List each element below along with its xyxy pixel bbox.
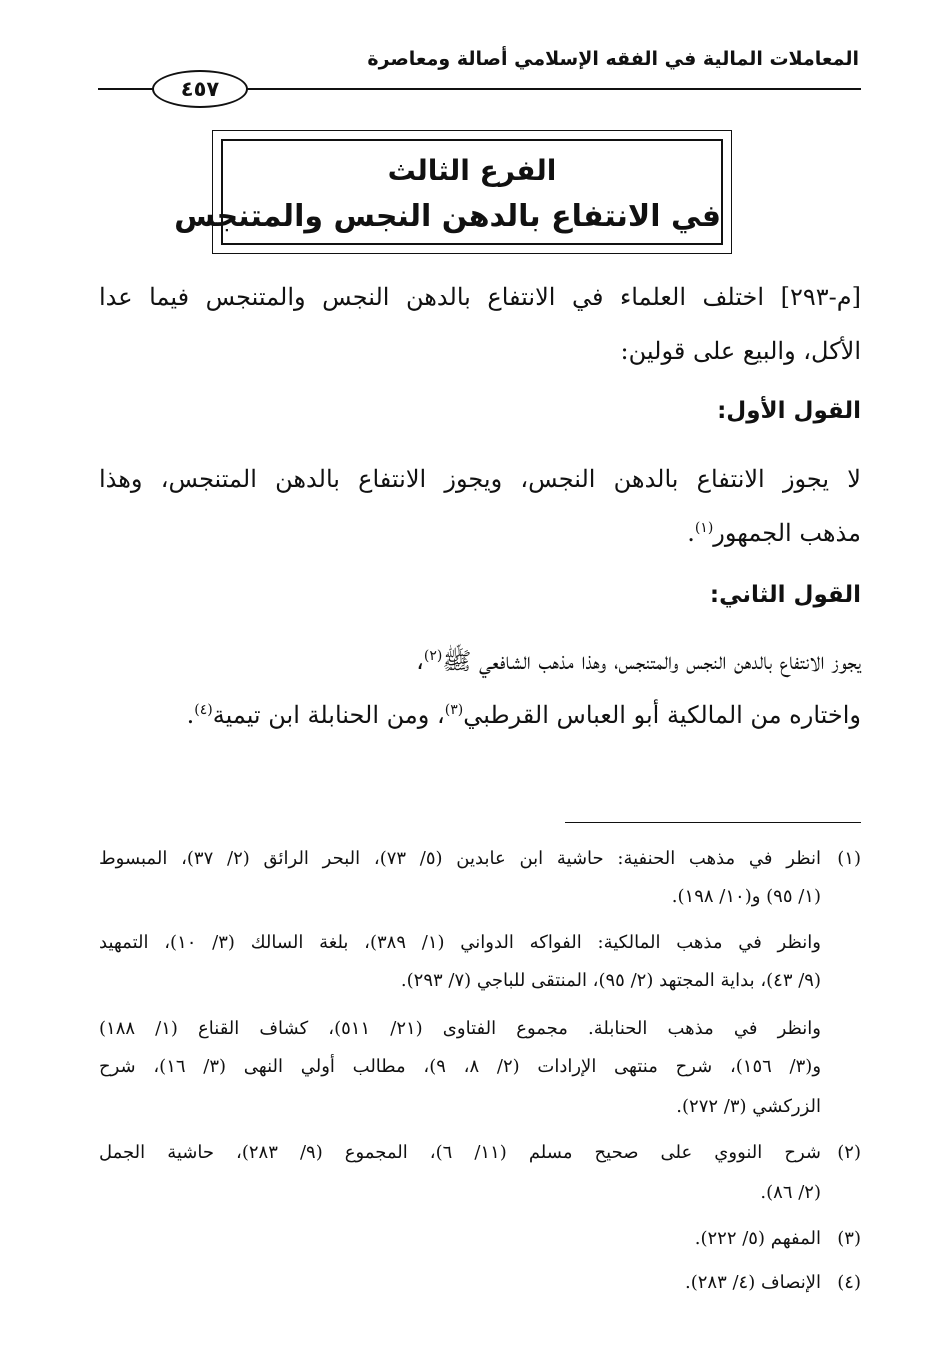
paragraph-2-line-1: لا يجوز الانتفاع بالدهن النجس، ويجوز الانتفاع بالدهن المتنجس، وهذا — [99, 465, 861, 493]
footnote-1-line-3: وانظر في مذهب المالكية: الفواكه الدواني (١/ ٣٨٩)، بلغة السالك (٣/ ١٠)، التمهيد — [99, 932, 821, 953]
footnote-4 — [685, 1270, 861, 1296]
footnote-separator — [565, 822, 861, 823]
footnote-2-line-1 — [99, 1140, 861, 1166]
paragraph-2-end: . — [687, 519, 695, 547]
footnote-4-text: الإنصاف (٤/ ٢٨٣). — [684, 1272, 821, 1293]
paragraph-3-line-2 — [187, 698, 861, 732]
paragraph-3-line-1 — [99, 644, 861, 678]
footnote-ref-1[interactable]: (١) — [694, 520, 714, 536]
section-title-box — [174, 130, 732, 254]
footnote-4-number: (٤) — [837, 1272, 861, 1293]
heading-second-opinion: القول الثاني: — [709, 582, 861, 608]
section-title-line1: الفرع الثالث — [387, 154, 557, 187]
paragraph-3-text-2b: ، ومن الحنابلة ابن تيمية — [212, 701, 445, 729]
footnote-1-line-7: الزركشي (٣/ ٢٧٢). — [676, 1096, 821, 1117]
paragraph-1-line-2: الأكل، والبيع على قولين: — [620, 337, 861, 365]
footnote-1-line-1 — [99, 846, 861, 872]
paragraph-2-line-2 — [687, 516, 861, 550]
footnote-3-number: (٣) — [837, 1228, 861, 1249]
footnote-ref-2[interactable]: (٢) — [423, 648, 443, 664]
section-title-line2: في الانتفاع بالدهن النجس والمتنجس — [174, 199, 721, 234]
footnote-2-number: (٢) — [837, 1142, 861, 1163]
paragraph-3-text-2a: واختاره من المالكية أبو العباس القرطبي — [463, 701, 861, 729]
running-header-title: المعاملات المالية في الفقه الإسلامي أصالة ومعاصرة — [367, 48, 859, 70]
footnote-ref-4[interactable]: (٤) — [194, 702, 213, 718]
paragraph-3-line-1-end: ، — [416, 647, 424, 675]
section-title-inner-frame — [174, 139, 723, 245]
footnote-3 — [695, 1226, 861, 1252]
paragraph-2-text: مذهب الجمهور — [713, 519, 861, 547]
footnote-3-text: المفهم (٥/ ٢٢٢). — [694, 1228, 821, 1249]
footnote-2-line-2: (٢/ ٨٦). — [760, 1182, 821, 1203]
paragraph-3-text-1: يجوز الانتفاع بالدهن النجس والمتنجس، وهذا مذهب الشافعي ﷺ — [442, 647, 861, 675]
footnote-1-line-4: (٩/ ٤٣)، بداية المجتهد (٢/ ٩٥)، المنتقى للباجي (٧/ ٢٩٣). — [400, 970, 821, 991]
paragraph-1-line-1: [م-٢٩٣] اختلف العلماء في الانتفاع بالدهن النجس والمتنجس فيما عدا — [99, 283, 861, 311]
footnote-2-text-1: شرح النووي على صحيح مسلم (١١/ ٦)، المجموع (٩/ ٢٨٣)، حاشية الجمل — [99, 1142, 821, 1163]
footnote-1-line-2: (١/ ٩٥) و(١٠/ ١٩٨). — [671, 886, 821, 907]
page-number: ٤٥٧ — [152, 70, 248, 108]
footnote-1-number: (١) — [837, 848, 861, 869]
footnote-ref-3[interactable]: (٣) — [444, 702, 464, 718]
paragraph-3-line-2-end: . — [186, 701, 195, 729]
footnote-1-line-5: وانظر في مذهب الحنابلة. مجموع الفتاوى (٢١/ ٥١١)، كشاف القناع (١/ ١٨٨) — [99, 1018, 821, 1039]
footnote-1-line-6: و(٣/ ١٥٦)، شرح منتهى الإرادات (٢/ ٨، ٩)، مطالب أولي النهى (٣/ ١٦)، شرح — [99, 1056, 822, 1077]
footnote-1-text-1: انظر في مذهب الحنفية: حاشية ابن عابدين (٥/ ٧٣)، البحر الرائق (٢/ ٣٧)، المبسوط — [99, 848, 821, 869]
heading-first-opinion: القول الأول: — [717, 398, 861, 424]
